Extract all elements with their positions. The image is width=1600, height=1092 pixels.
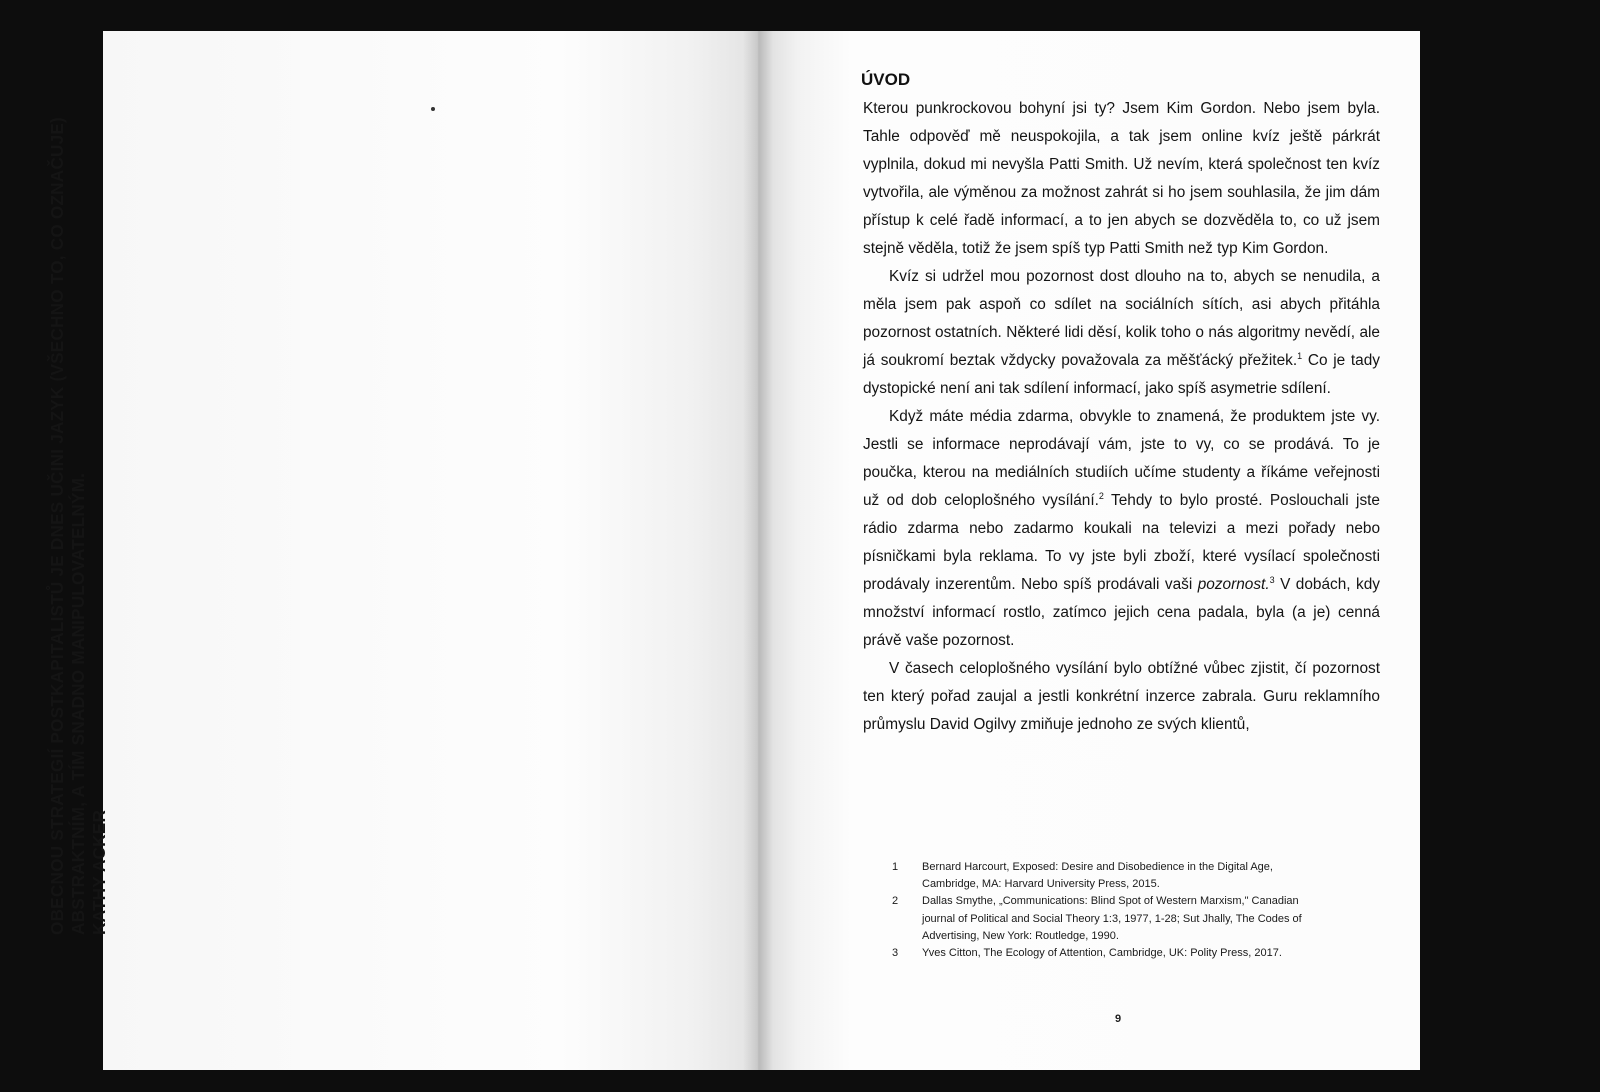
footnote-number: 1 (892, 861, 899, 873)
book-gutter (743, 31, 773, 1070)
epigraph (47, 95, 110, 935)
paragraph-text: Když máte média zdarma, obvykle to znamená, že produktem jste vy. Jestli se informace neprodávají vám, jste to vy, co se prodává. To je poučka, kterou na mediálních studiích učíme studenty a říkáme veřejnosti už od dob celoplošného vysílání. (863, 408, 1380, 509)
epigraph-line: ABSTRAKTNÍM, A TÍM SNADNO MANIPULOVATELNÝM. (68, 472, 88, 935)
paragraph-text: V dobách, kdy množství informací rostlo, zatímco jejich cena padala, byla (a je) cenná právě vaše pozornost. (863, 576, 1380, 649)
footnote-text: Dallas Smythe, „Communications: Blind Spot of Western Marxism," Canadian journal of Political and Social Theory 1:3, 1977, 1-28; Sut Jhally, The Codes of Advertising, New York: Routledge, 1990. (922, 895, 1302, 942)
footnote-number: 2 (892, 895, 899, 908)
footnote-ref: 2 (1098, 490, 1104, 501)
footnote-ref: 1 (1297, 350, 1303, 361)
body-text (863, 95, 1380, 739)
paragraph (863, 403, 1380, 655)
paragraph-text: V časech celoplošného vysílání bylo obtížné vůbec zjistit, čí pozornost ten který pořad zaujal a jestli konkrétní inzerce zabrala. Guru reklamního průmyslu David Ogilvy zmiňuje jednoho ze svých klientů, (863, 660, 1380, 733)
left-page (103, 31, 758, 1070)
page-number: 9 (1115, 1013, 1122, 1025)
paper-speck (431, 107, 435, 111)
footnote-text: Yves Citton, The Ecology of Attention, Cambridge, UK: Polity Press, 2017. (922, 947, 1282, 960)
paragraph (863, 655, 1380, 739)
footnotes (892, 859, 1332, 962)
footnote-number: 3 (892, 947, 899, 960)
paragraph (863, 263, 1380, 403)
epigraph-author: KATHY ACKER (89, 809, 109, 935)
paragraph-text: Tehdy to bylo prosté. Poslouchali jste rádio zdarma nebo zadarmo koukali na televizi a mezi pořady nebo písničkami byla reklama. To vy jste byli zboží, které vysílací společnosti prodávaly inzerentům. Nebo spíš prodávali vaši (863, 492, 1380, 593)
footnote (892, 945, 1332, 962)
paragraph-text: Kvíz si udržel mou pozornost dost dlouho na to, abych se nenudila, a měla jsem pak aspoň co sdílet na sociálních sítích, asi abych přitáhla pozornost ostatních. Některé lidi děsí, kolik toho o nás algoritmy nevědí, ale já soukromí beztak vždycky považovala za měšťácký přežitek. (863, 268, 1380, 369)
paragraph-text: Kterou punkrockovou bohyní jsi ty? Jsem Kim Gordon. Nebo jsem byla. Tahle odpověď mě neuspokojila, a tak jsem online kvíz ještě párkrát vyplnila, dokud mi nevyšla Patti Smith. Už nevím, která společnost ten kvíz vytvořila, ale výměnou za možnost zahrát si ho jsem souhlasila, že jim dám přístup k celé řadě informací, a to jen abych se dozvěděla to, co už jsem stejně věděla, totiž že jsem spíš typ Patti Smith než typ Kim Gordon. (863, 100, 1380, 257)
chapter-heading: ÚVOD (861, 70, 911, 89)
epigraph-line: OBECNOU STRATEGIÍ POSTKAPITALISTŮ JE DNES UČINI JAZYK (VŠECHNO TO, CO OZNAČUJE) (47, 117, 67, 935)
italic-text: pozornost. (1197, 576, 1270, 593)
footnote-ref: 3 (1269, 574, 1275, 585)
paragraph-text: Co je tady dystopické není ani tak sdílení informací, jako spíš asymetrie sdílení. (863, 352, 1380, 397)
paragraph (863, 95, 1380, 263)
footnote (892, 893, 1332, 945)
footnote (892, 859, 1332, 893)
footnote-text: Bernard Harcourt, Exposed: Desire and Disobedience in the Digital Age, Cambridge, MA: Harvard University Press, 2015. (922, 861, 1273, 891)
